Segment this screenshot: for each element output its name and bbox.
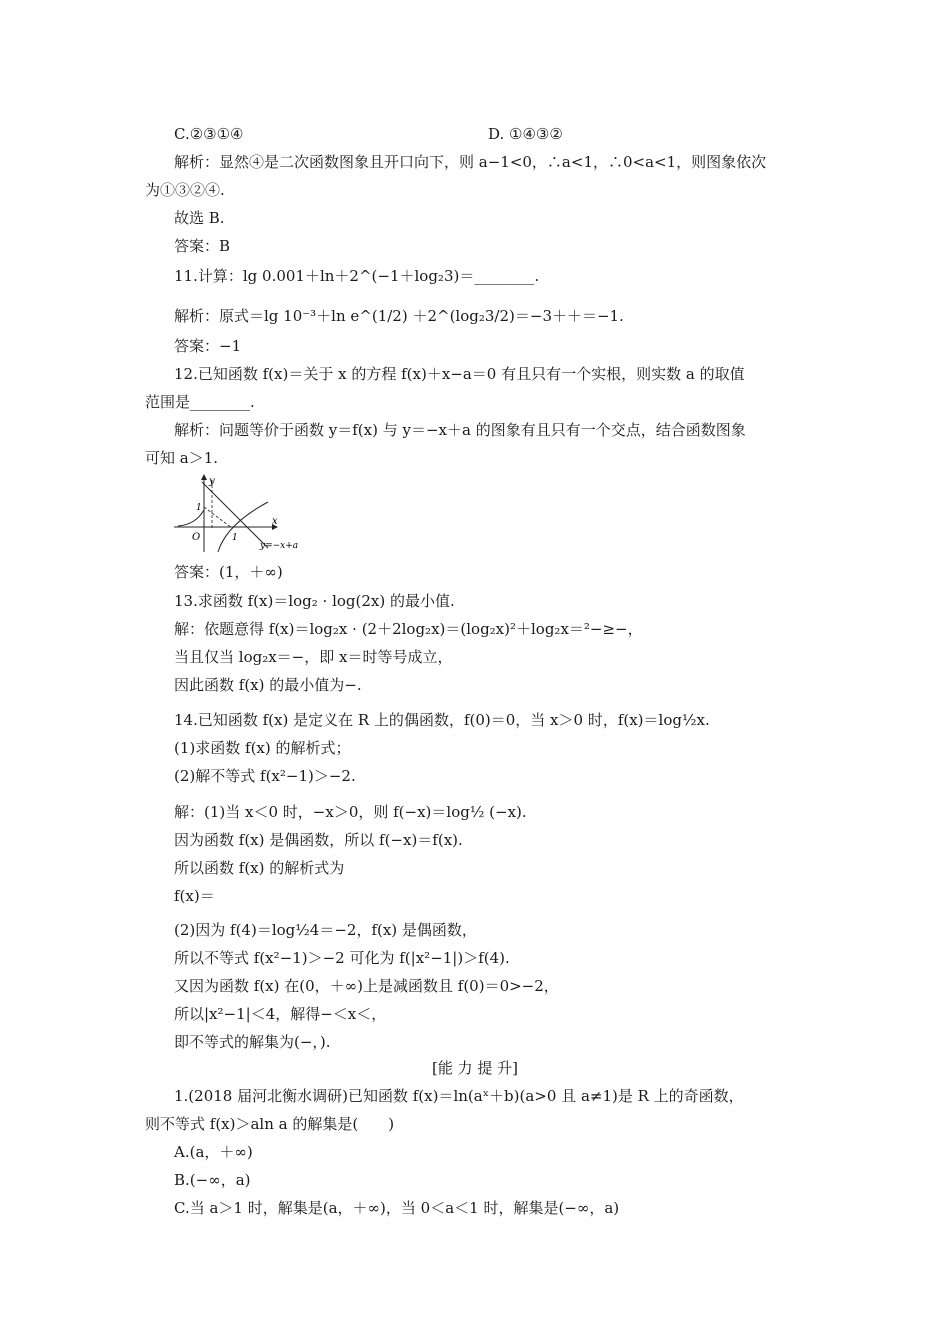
answer-line: 答案：B — [174, 237, 231, 255]
text-line: 为①③②④. — [145, 181, 225, 199]
text-line: 解析：显然④是二次函数图象且开口向下，则 a−1<0，∴a<1，∴0<a<1，则图象依次 — [174, 153, 767, 171]
option-c: C.当 a＞1 时，解集是(a，＋∞)，当 0＜a＜1 时，解集是(−∞，a) — [174, 1199, 620, 1217]
text-line: f(x)＝ — [174, 887, 215, 905]
section-heading: [能 力 提 升] — [431, 1059, 518, 1077]
text-line: 即不等式的解集为(−，). — [174, 1033, 331, 1051]
x-axis-label: x — [272, 516, 278, 527]
text-line: 所以函数 f(x) 的解析式为 — [174, 859, 345, 877]
text-line: 可知 a＞1. — [145, 449, 219, 467]
problem-14: 14.已知函数 f(x) 是定义在 R 上的偶函数，f(0)＝0，当 x＞0 时，f(x)＝log½x. — [174, 711, 710, 729]
x-tick-label: 1 — [232, 533, 238, 543]
text-line: 则不等式 f(x)＞aln a 的解集是( ) — [145, 1115, 395, 1133]
option-a: A.(a，＋∞) — [174, 1143, 253, 1161]
option-c: C.②③①④ — [174, 125, 244, 143]
text-line: 解析：原式＝lg 10⁻³＋ln e^(1/2) ＋2^(log₂3/2)＝−3＋＋＝−1. — [174, 307, 624, 325]
y-axis-label: y — [209, 476, 215, 487]
text-line: 解：(1)当 x＜0 时，−x＞0，则 f(−x)＝log½ (−x). — [174, 803, 527, 821]
text-line: 因此函数 f(x) 的最小值为−. — [174, 676, 362, 694]
text-line: (2)解不等式 f(x²−1)＞−2. — [174, 767, 356, 785]
dashed-line — [204, 507, 232, 528]
text-line: 所以|x²−1|＜4，解得−＜x＜， — [174, 1005, 387, 1023]
problem-11: 11.计算：lg 0.001＋ln＋2^(−1＋log₂3)＝________. — [174, 267, 540, 285]
text-line: (1)求函数 f(x) 的解析式； — [174, 739, 351, 757]
text-line: 又因为函数 f(x) 在(0，＋∞)上是减函数且 f(0)＝0>−2， — [174, 977, 559, 995]
text-line: 范围是________. — [145, 393, 255, 411]
problem-1: 1.(2018 届河北衡水调研)已知函数 f(x)＝ln(aˣ＋b)(a>0 且 a≠1)是 R 上的奇函数， — [174, 1087, 744, 1105]
problem-12: 12.已知函数 f(x)＝关于 x 的方程 f(x)＋x−a＝0 有且只有一个实根，则实数 a 的取值 — [174, 365, 745, 383]
text-line: 当且仅当 log₂x＝−，即 x＝时等号成立， — [174, 648, 453, 666]
text-line: 解：依题意得 f(x)＝log₂x · (2＋2log₂x)＝(log₂x)²＋log₂x＝²−≥−， — [174, 620, 643, 638]
text-line: 因为函数 f(x) 是偶函数，所以 f(−x)＝f(x). — [174, 831, 463, 849]
option-d: D. ①④③② — [488, 125, 563, 143]
function-graph — [172, 472, 312, 554]
text-line: (2)因为 f(4)＝log½4＝−2，f(x) 是偶函数， — [174, 921, 477, 939]
origin-label: O — [192, 532, 201, 543]
y-tick-label: 1 — [196, 503, 202, 513]
option-b: B.(−∞，a) — [174, 1171, 251, 1189]
text-line: 所以不等式 f(x²−1)＞−2 可化为 f(|x²−1|)＞f(4). — [174, 949, 510, 967]
answer-line: 答案：−1 — [174, 337, 242, 355]
problem-13: 13.求函数 f(x)＝log₂ · log(2x) 的最小值. — [174, 592, 455, 610]
text-line: 解析：问题等价于函数 y＝f(x) 与 y＝−x＋a 的图象有且只有一个交点，结合函数图象 — [174, 421, 746, 439]
text-line: 故选 B. — [174, 209, 225, 227]
answer-line: 答案：(1，＋∞) — [174, 563, 283, 581]
y-axis-arrow-icon — [201, 474, 207, 480]
line-label: y=−x+a — [260, 541, 299, 551]
